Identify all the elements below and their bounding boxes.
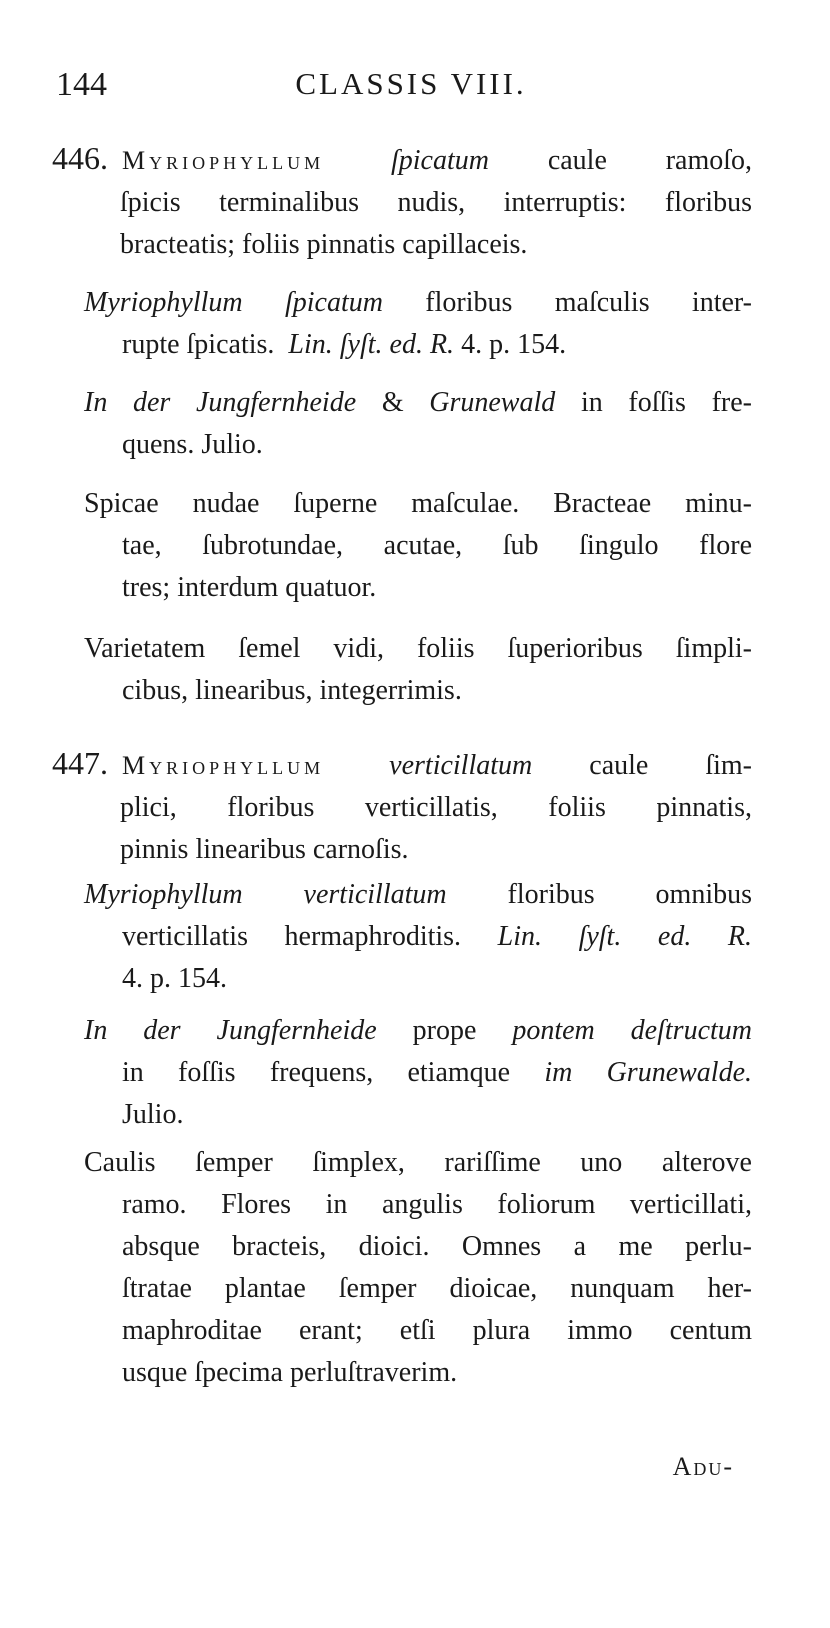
species-name: verticillatum xyxy=(389,750,533,781)
reference: Lin. ſyſt. ed. R. xyxy=(288,329,455,360)
entry-446-variety-note xyxy=(84,628,752,712)
diagnosis-line: plici, floribus verticillatis, foliis pinnatis, xyxy=(120,792,752,823)
entry-447-diagnosis xyxy=(52,742,752,871)
note-line: ramo. Flores in angulis foliorum verticillati, xyxy=(122,1189,752,1220)
locality-line: in foſſis frequens, etiamque im Grunewalde. xyxy=(122,1057,753,1088)
note-line: tres; interdum quatuor. xyxy=(122,572,377,603)
note-line: absque bracteis, dioici. Omnes a me perlu- xyxy=(122,1231,752,1262)
entry-447-note xyxy=(84,1142,752,1394)
entry-446-synonym xyxy=(84,282,752,366)
locality-line: In der Jungfernheide & Grunewald in foſſis fre- xyxy=(84,387,753,418)
locality-line: Julio. xyxy=(122,1099,184,1130)
entry-446-note xyxy=(84,483,752,609)
catchword: Adu- xyxy=(672,1452,734,1481)
entry-number: 447. xyxy=(52,745,108,781)
locality-line: quens. Julio. xyxy=(122,429,263,460)
diagnosis-line: 447. Myriophyllum verticillatum caule ſim- xyxy=(52,745,753,781)
note-line: tae, ſubrotundae, acutae, ſub ſingulo flore xyxy=(122,530,752,561)
diagnosis-line: pinnis linearibus carnoſis. xyxy=(120,834,409,865)
synonym-line: Myriophyllum verticillatum floribus omnibus xyxy=(84,879,752,910)
entry-447-locality xyxy=(84,1010,752,1136)
synonym-line: rupte ſpicatis. Lin. ſyſt. ed. R. 4. p. 154. xyxy=(122,329,567,360)
species-name: ſpicatum xyxy=(390,145,489,176)
synonym-line: verticillatis hermaphroditis. Lin. ſyſt. ed. R. xyxy=(122,921,753,952)
note-line: Varietatem ſemel vidi, foliis ſuperioribus ſimpli- xyxy=(84,633,752,664)
diagnosis-line: 446. Myriophyllum ſpicatum caule ramoſo, xyxy=(52,140,753,176)
entry-446-locality xyxy=(84,382,752,466)
genus-name: Myriophyllum xyxy=(122,751,325,780)
reference: Lin. ſyſt. ed. R. xyxy=(497,921,753,952)
entry-447-synonym xyxy=(84,874,752,1000)
note-line: maphroditae erant; etſi plura immo centum xyxy=(122,1315,752,1346)
note-line: Caulis ſemper ſimplex, rariſſime uno alterove xyxy=(84,1147,752,1178)
page-header xyxy=(52,66,770,110)
locality-line: In der Jungfernheide prope pontem deſtructum xyxy=(84,1015,752,1046)
note-line: Spicae nudae ſuperne maſculae. Bracteae minu- xyxy=(84,488,752,519)
diagnosis-line: bracteatis; foliis pinnatis capillaceis. xyxy=(120,229,528,260)
entry-number: 446. xyxy=(52,140,108,176)
note-line: ſtratae plantae ſemper dioicae, nunquam her- xyxy=(122,1273,752,1304)
genus-name: Myriophyllum xyxy=(122,146,325,175)
entry-446-diagnosis xyxy=(52,137,752,266)
note-line: usque ſpecima perluſtraverim. xyxy=(122,1357,458,1388)
synonym-line: 4. p. 154. xyxy=(122,963,227,994)
synonym-line: Myriophyllum ſpicatum floribus maſculis inter- xyxy=(84,287,753,318)
note-line: cibus, linearibus, integerrimis. xyxy=(122,675,462,706)
running-head: CLASSIS VIII. xyxy=(295,66,527,101)
page-number: 144 xyxy=(56,66,107,103)
diagnosis-line: ſpicis terminalibus nudis, interruptis: floribus xyxy=(120,187,752,218)
